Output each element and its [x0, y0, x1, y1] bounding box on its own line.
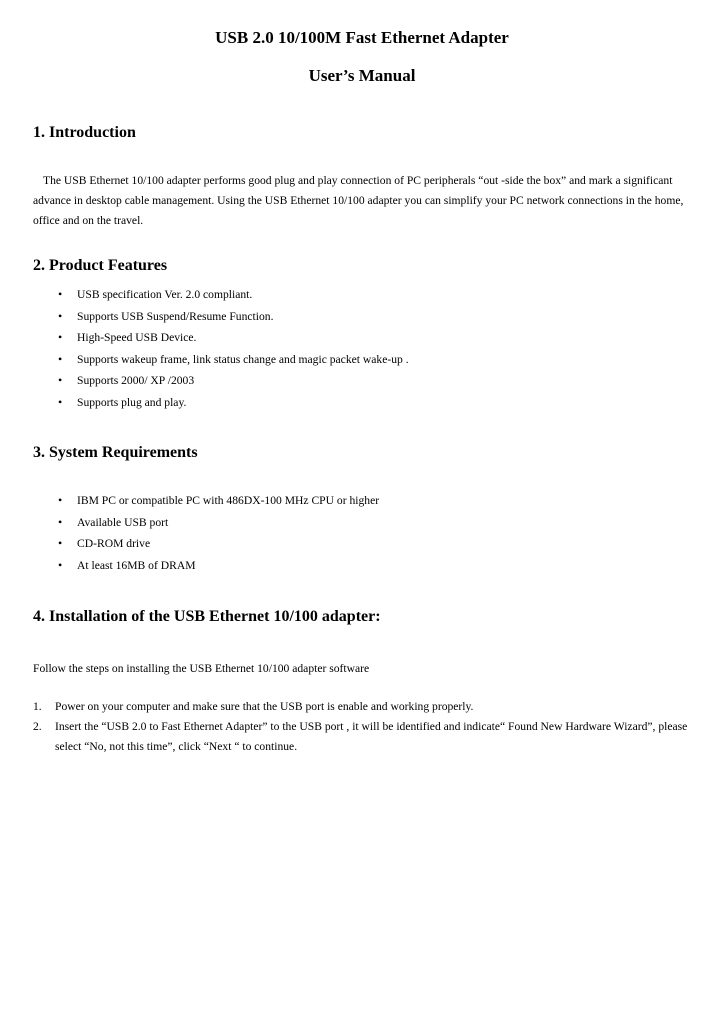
- bullet-icon: •: [58, 536, 63, 550]
- document-title: USB 2.0 10/100M Fast Ethernet Adapter: [215, 28, 509, 47]
- list-item: [33, 533, 379, 555]
- list-item: [33, 490, 379, 512]
- bullet-icon: •: [58, 557, 63, 572]
- list-item-text: Supports USB Suspend/Resume Function.: [77, 309, 274, 323]
- step-number: 2.: [33, 720, 42, 733]
- list-item-text: High-Speed USB Device.: [77, 331, 197, 344]
- system-requirements-list: [33, 490, 379, 576]
- list-item: [33, 370, 409, 392]
- document-subtitle: User’s Manual: [308, 66, 416, 85]
- list-item: [33, 392, 409, 414]
- bullet-icon: •: [58, 308, 63, 323]
- list-item: [33, 327, 409, 349]
- list-item-text: Supports 2000/ XP /2003: [77, 374, 195, 387]
- bullet-icon: •: [58, 373, 63, 387]
- bullet-icon: •: [58, 493, 63, 507]
- list-item: [33, 512, 379, 534]
- section-heading-system-requirements: 3. System Requirements: [33, 444, 198, 461]
- product-features-list: [33, 284, 409, 413]
- list-item-text: Supports plug and play.: [77, 395, 187, 409]
- section-heading-installation: 4. Installation of the USB Ethernet 10/100 adapter:: [33, 608, 381, 625]
- list-item-text: Available USB port: [77, 515, 169, 529]
- list-item-text: IBM PC or compatible PC with 486DX-100 MHz CPU or higher: [77, 494, 380, 507]
- bullet-icon: •: [58, 394, 63, 409]
- bullet-icon: •: [58, 287, 63, 301]
- list-item-text: At least 16MB of DRAM: [77, 558, 196, 572]
- list-item: [33, 284, 409, 306]
- list-item: [33, 349, 409, 371]
- list-item-text: USB specification Ver. 2.0 compliant.: [77, 288, 253, 301]
- step-number: 1.: [33, 700, 42, 713]
- section-heading-introduction: 1. Introduction: [33, 124, 136, 141]
- step-text: Insert the “USB 2.0 to Fast Ethernet Adapter” to the USB port , it will be identified and indicate“ Found New Hardware Wizard”, please select “No, not this time”, click “Next “ to continue.: [55, 720, 688, 753]
- bullet-icon: •: [58, 330, 63, 344]
- installation-steps-list: [33, 697, 693, 757]
- step-text: Power on your computer and make sure that the USB port is enable and working properly.: [55, 700, 474, 713]
- bullet-icon: •: [58, 351, 63, 366]
- list-item-text: CD-ROM drive: [77, 537, 151, 550]
- list-item-text: Supports wakeup frame, link status change and magic packet wake-up .: [77, 352, 409, 366]
- list-item: [33, 697, 693, 717]
- list-item: [33, 306, 409, 328]
- installation-intro: Follow the steps on installing the USB Ethernet 10/100 adapter software: [33, 662, 370, 675]
- bullet-icon: •: [58, 514, 63, 529]
- list-item: [33, 717, 693, 757]
- introduction-paragraph: The USB Ethernet 10/100 adapter performs good plug and play connection of PC peripherals “out -side the box” and mark a significant advance in desktop cable management. Using the USB Ethernet 10/100 adapter you can simplify your PC network connections in the home, office and on the travel.: [33, 174, 684, 227]
- list-item: [33, 555, 379, 577]
- section-heading-product-features: 2. Product Features: [33, 257, 168, 274]
